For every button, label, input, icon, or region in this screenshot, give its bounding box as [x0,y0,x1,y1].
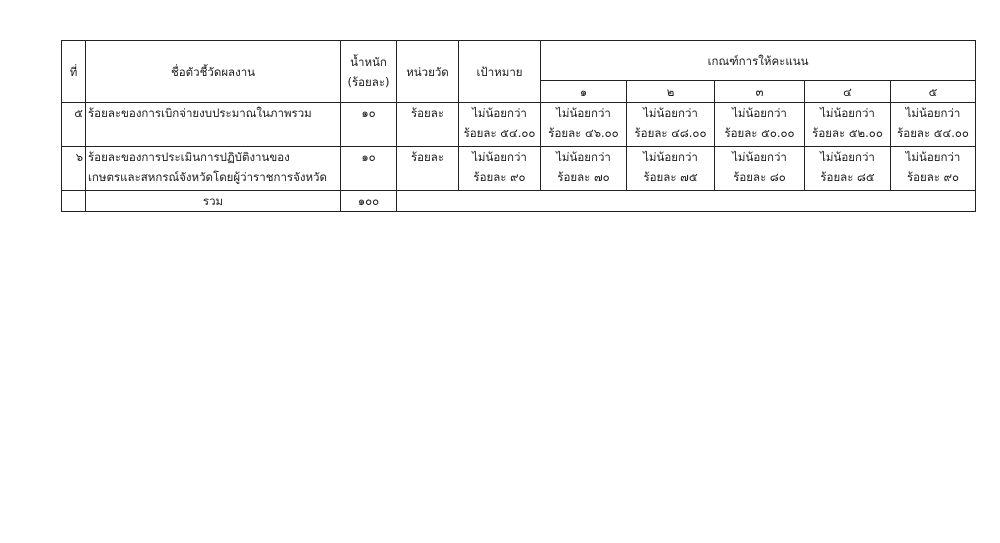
table-row [62,103,976,147]
row-level-3 [715,103,805,147]
row-no: ๕ [62,103,86,147]
header-level-4: ๔ [805,81,891,103]
row-level-4 [805,103,891,147]
level-line1: ไม่น้อยกว่า [820,150,875,164]
header-level-5: ๕ [891,81,976,103]
level-line2: ร้อยละ ๘๐ [733,170,786,184]
header-weight-line2: (ร้อยละ) [347,74,390,89]
total-no-cell [62,191,86,212]
total-label: รวม [86,191,341,212]
header-no: ที่ [62,41,86,103]
table-row [62,147,976,191]
row-level-2 [627,103,715,147]
row-no: ๖ [62,147,86,191]
level-line1: ไม่น้อยกว่า [732,106,787,120]
row-level-5 [891,147,976,191]
row-level-2 [627,147,715,191]
kpi-table [61,40,976,212]
level-line1: ไม่น้อยกว่า [643,106,698,120]
level-line2: ร้อยละ ๙๐ [906,170,960,184]
level-line2: ร้อยละ ๘๕ [820,170,875,184]
level-line2: ร้อยละ ๔๖.๐๐ [548,126,619,140]
header-target: เป้าหมาย [459,41,541,103]
header-criteria: เกณฑ์การให้คะแนน [541,41,976,81]
row-level-4 [805,147,891,191]
header-row [62,41,976,81]
row-target-line1: ไม่น้อยกว่า [472,150,527,164]
level-line2: ร้อยละ ๕๐.๐๐ [724,126,795,140]
total-row [62,191,976,212]
row-target [459,103,541,147]
level-line2: ร้อยละ ๕๔.๐๐ [897,126,969,140]
header-level-2: ๒ [627,81,715,103]
row-unit: ร้อยละ [397,103,459,147]
row-level-5 [891,103,976,147]
level-line2: ร้อยละ ๔๘.๐๐ [634,126,707,140]
level-line1: ไม่น้อยกว่า [643,150,698,164]
header-unit: หน่วยวัด [397,41,459,103]
row-level-1 [541,147,627,191]
row-indicator-line1: ร้อยละของการประเมินการปฏิบัติงานของ [88,150,290,164]
row-target-line1: ไม่น้อยกว่า [472,106,527,120]
row-level-3 [715,147,805,191]
level-line2: ร้อยละ ๕๒.๐๐ [812,126,883,140]
level-line2: ร้อยละ ๗๐ [557,170,610,184]
row-weight: ๑๐ [341,147,397,191]
header-weight-line1: น้ำหนัก [350,54,387,69]
level-line1: ไม่น้อยกว่า [905,106,961,120]
level-line1: ไม่น้อยกว่า [556,150,611,164]
total-empty-cell [397,191,976,212]
level-line1: ไม่น้อยกว่า [820,106,875,120]
row-level-1 [541,103,627,147]
row-indicator-line2: เกษตรและสหกรณ์จังหวัดโดยผู้ว่าราชการจังหวัด [88,170,327,184]
level-line1: ไม่น้อยกว่า [556,106,611,120]
total-weight: ๑๐๐ [341,191,397,212]
level-line1: ไม่น้อยกว่า [732,150,787,164]
level-line2: ร้อยละ ๗๕ [643,170,698,184]
row-target [459,147,541,191]
header-level-3: ๓ [715,81,805,103]
header-weight [341,41,397,103]
header-indicator: ชื่อตัวชี้วัดผลงาน [86,41,341,103]
row-unit: ร้อยละ [397,147,459,191]
row-indicator-line1: ร้อยละของการเบิกจ่ายงบประมาณในภาพรวม [88,106,312,120]
level-line1: ไม่น้อยกว่า [905,150,961,164]
row-target-line2: ร้อยละ ๕๔.๐๐ [463,126,536,140]
row-target-line2: ร้อยละ ๙๐ [473,170,526,184]
header-level-1: ๑ [541,81,627,103]
row-indicator [86,103,341,147]
row-weight: ๑๐ [341,103,397,147]
row-indicator [86,147,341,191]
